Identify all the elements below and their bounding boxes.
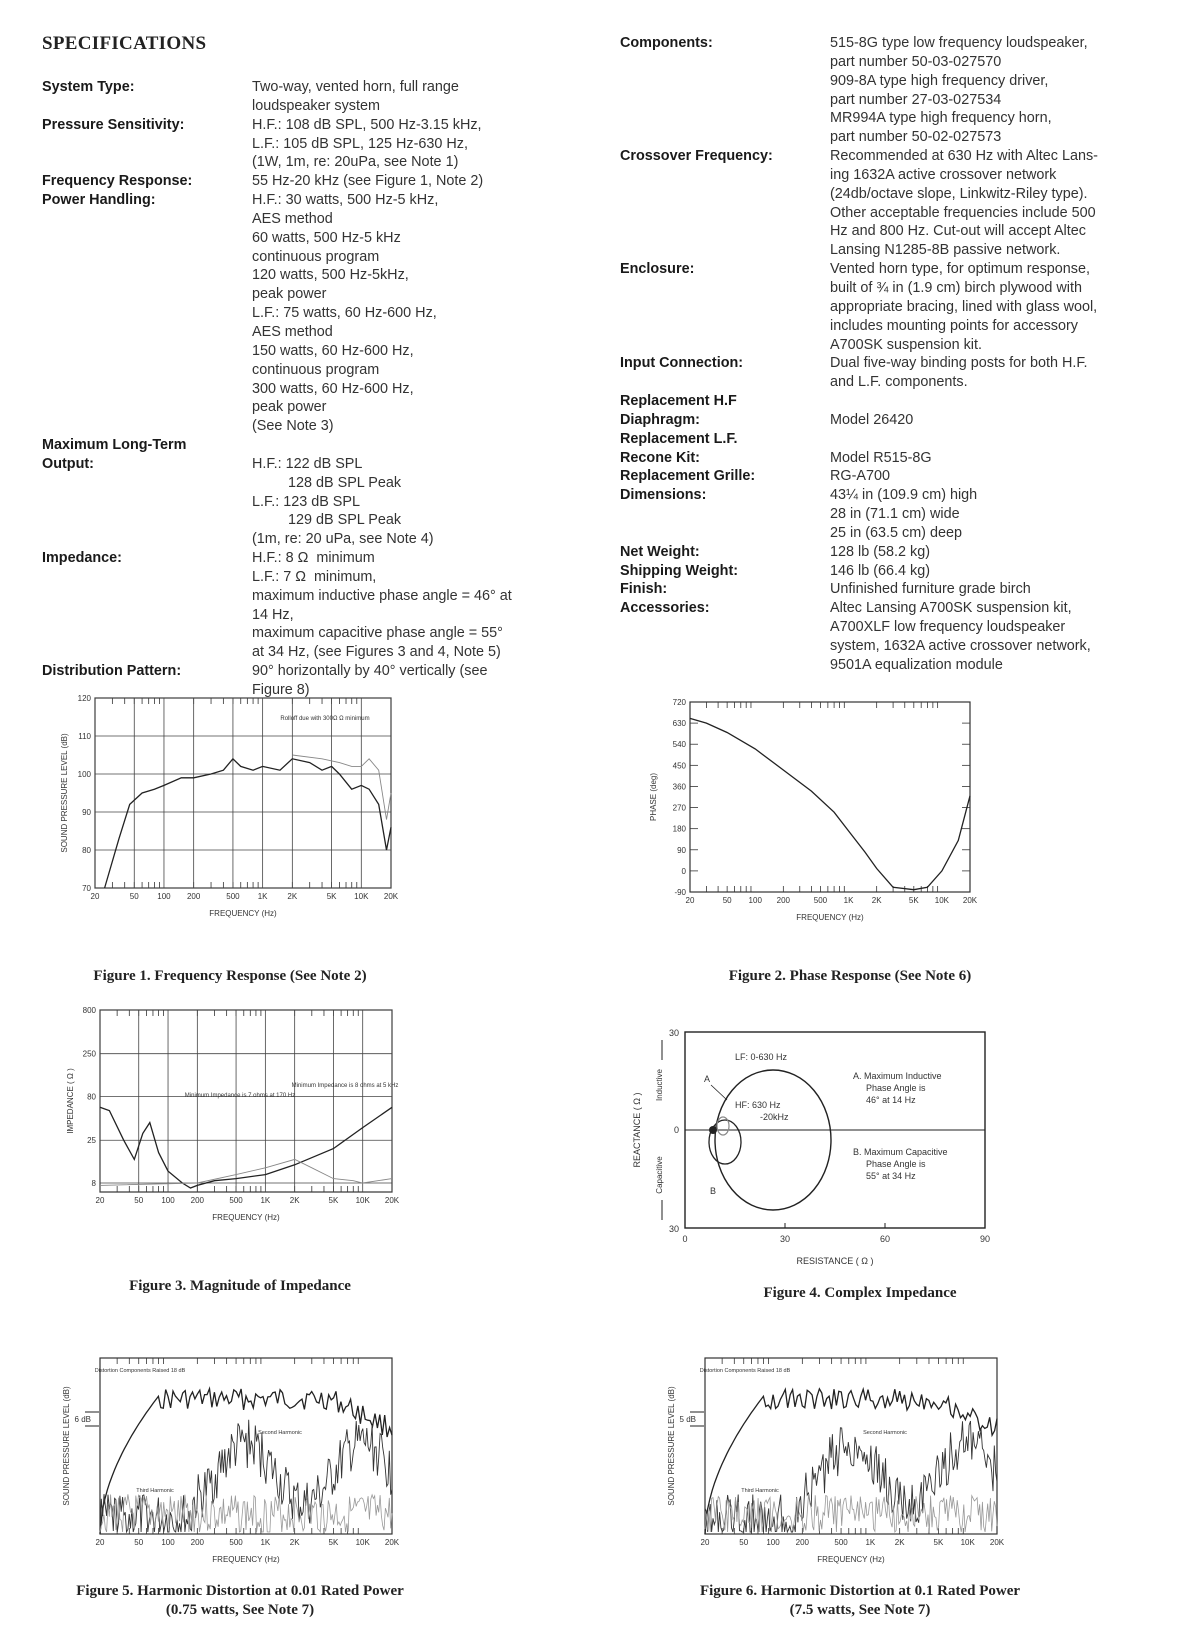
spec-label: Frequency Response: (42, 173, 193, 190)
lf-impedance-loop (715, 1070, 831, 1210)
y-tick-label: 0 (673, 1125, 679, 1135)
spec-value-line: 129 dB SPL Peak (252, 512, 402, 529)
point-b-label: B (709, 1186, 717, 1196)
figure-6-harmonic-distortion (660, 1354, 1020, 1574)
figure-4-caption: Figure 4. Complex Impedance (763, 1285, 957, 1301)
y-axis-label: SOUND PRESSURE LEVEL (dB) (62, 1386, 71, 1506)
x-tick-label: 20 (95, 1196, 105, 1205)
spec-value-line: 90° horizontally by 40° vertically (see (252, 663, 488, 680)
y-tick-label: 360 (672, 782, 686, 792)
x-tick-label: 500 (226, 892, 240, 901)
x-tick-label: 200 (795, 1538, 810, 1547)
spec-value (830, 599, 1180, 674)
spec-label: Pressure Sensitivity: (42, 116, 185, 133)
spec-value-line: and L.F. components. (830, 374, 968, 391)
spec-value (830, 467, 1180, 486)
spec-label: Recone Kit: (620, 449, 700, 466)
spec-label: Finish: (620, 581, 668, 598)
third-harmonic-line (100, 1494, 392, 1532)
x-tick-label: 1K (257, 892, 268, 901)
annotation-text: Second Harmonic (258, 1430, 302, 1436)
x-tick-label: 2K (871, 896, 882, 905)
spec-label: Accessories: (620, 600, 710, 617)
right-spec-row (620, 392, 1180, 411)
spec-value (830, 430, 1180, 449)
spec-value-line: H.F.: 122 dB SPL (252, 455, 363, 472)
spec-value-line: 150 watts, 60 Hz-600 Hz, (252, 342, 414, 359)
hf-range-label: HF: 630 Hz (735, 1100, 781, 1110)
spec-label: Distribution Pattern: (42, 663, 182, 680)
spec-label: Replacement Grille: (620, 468, 756, 485)
y-tick-label: 70 (82, 884, 91, 893)
x-tick-label: 1K (260, 1196, 271, 1205)
x-axis-label: FREQUENCY (Hz) (209, 909, 277, 918)
spec-value-line: loudspeaker system (252, 97, 380, 114)
spec-label: Crossover Frequency: (620, 148, 773, 165)
x-tick-label: 500 (834, 1538, 848, 1547)
note-a-line: 46° at 14 Hz (866, 1095, 916, 1105)
x-tick-label: 50 (134, 1196, 144, 1205)
x-tick-label: 5K (933, 1538, 944, 1547)
spec-value-line: 120 watts, 500 Hz-5kHz, (252, 267, 409, 284)
note-b-line: B. Maximum Capacitive (853, 1147, 948, 1157)
spec-value-line: MR994A type high frequency horn, (830, 110, 1052, 127)
spec-value-line: continuous program (252, 248, 380, 265)
x-tick-label: 100 (157, 892, 171, 901)
annotation-text: Third Harmonic (741, 1488, 779, 1494)
spec-value-line: A700XLF low frequency loudspeaker (830, 619, 1066, 636)
spec-value-line: A700SK suspension kit. (830, 336, 982, 353)
right-spec-row (620, 430, 1180, 449)
x-tick-label: 200 (776, 896, 791, 905)
spec-label: Replacement L.F. (620, 430, 738, 447)
x-tick-label: 30 (779, 1234, 791, 1244)
spec-value-line: maximum inductive phase angle = 46° at (252, 587, 512, 604)
x-tick-label: 20K (384, 1196, 400, 1205)
spec-value-line: L.F.: 123 dB SPL (252, 493, 360, 510)
figure-2-caption: Figure 2. Phase Response (See Note 6) (728, 968, 972, 984)
x-tick-label: 1K (865, 1538, 876, 1547)
figure-5-caption-line-1: Figure 5. Harmonic Distortion at 0.01 Rated Power (76, 1583, 404, 1599)
spec-label: System Type: (42, 79, 135, 95)
x-tick-label: 20 (700, 1538, 710, 1547)
spec-value-line: Altec Lansing A700SK suspension kit, (830, 600, 1072, 617)
spec-value-line: L.F.: 7 Ω minimum, (252, 568, 377, 585)
spec-value-line: maximum capacitive phase angle = 55° (252, 625, 503, 642)
x-tick-label: 5K (326, 892, 337, 901)
figure-5-caption (40, 1582, 440, 1620)
spec-label: Components: (620, 35, 713, 51)
left-spec-row (42, 455, 602, 549)
right-spec-row (620, 580, 1180, 599)
annotation-text: Rolloff due with 300Ω Ω minimum (280, 716, 370, 722)
spec-value-line: (See Note 3) (252, 418, 334, 435)
spec-value-line: Lansing N1285-8B passive network. (830, 242, 1061, 259)
y-axis-label-inductive: Inductive (655, 1068, 664, 1102)
spec-label: Impedance: (42, 550, 122, 567)
x-tick-label: 10K (934, 896, 950, 905)
spec-label: Net Weight: (620, 543, 700, 560)
annotation-text: Minimum Impedance is 7 ohms at 170 Hz (184, 1093, 296, 1099)
spec-value-line: 25 in (63.5 cm) deep (830, 524, 962, 541)
x-axis-label: FREQUENCY (Hz) (212, 1555, 280, 1564)
spec-value-line: Hz and 800 Hz. Cut-out will accept Altec (830, 223, 1086, 240)
x-tick-label: 20 (90, 892, 100, 901)
y-tick-label: 30 (668, 1028, 679, 1038)
y-tick-label: 80 (87, 1092, 96, 1102)
spec-value-line: built of ¾ in (1.9 cm) birch plywood with (830, 279, 1082, 296)
spec-value-line: 128 lb (58.2 kg) (830, 543, 930, 560)
spec-value-line: AES method (252, 210, 333, 227)
x-tick-label: 20K (383, 892, 399, 901)
x-tick-label: 20K (962, 896, 978, 905)
spec-value-line: peak power (252, 286, 327, 303)
spec-value (830, 147, 1180, 260)
spec-label: Power Handling: (42, 192, 156, 209)
left-spec-list (42, 78, 602, 700)
y-tick-label: 800 (82, 1006, 96, 1015)
figure-5-harmonic-distortion (55, 1354, 415, 1574)
x-tick-label: 10K (960, 1538, 975, 1547)
spec-value-line (830, 430, 1180, 449)
x-axis-label: FREQUENCY (Hz) (817, 1555, 885, 1564)
scale-marker-label: 6 dB (74, 1415, 91, 1424)
spec-value-line: AES method (252, 323, 333, 340)
x-tick-label: 5K (328, 1196, 339, 1205)
x-tick-label: 100 (161, 1538, 175, 1547)
spec-value-line: Two-way, vented horn, full range (252, 79, 459, 95)
spec-value-line: 9501A equalization module (830, 656, 1003, 673)
x-tick-label: 60 (879, 1234, 891, 1244)
spec-value-line: Dual five-way binding posts for both H.F. (830, 355, 1088, 372)
x-tick-label: 50 (129, 892, 139, 901)
spec-value-line: part number 27-03-027534 (830, 91, 1002, 108)
x-tick-label: 20 (95, 1538, 105, 1547)
x-tick-label: 500 (229, 1196, 243, 1205)
y-tick-label: 80 (82, 846, 91, 855)
y-tick-label: 110 (78, 732, 91, 741)
y-tick-label: 8 (91, 1179, 96, 1189)
spec-value (252, 116, 602, 173)
series-line (292, 755, 391, 820)
x-tick-label: 20K (384, 1538, 400, 1547)
y-tick-label: 25 (87, 1136, 96, 1146)
y-tick-label: 90 (82, 808, 91, 817)
spec-value (830, 449, 1180, 468)
x-tick-label: 20 (685, 896, 695, 905)
series-line (690, 718, 970, 889)
y-tick-label: 270 (672, 803, 686, 813)
x-tick-label: 10K (354, 892, 369, 901)
plot-frame (100, 1010, 392, 1192)
second-harmonic-line (705, 1421, 997, 1532)
spec-value (252, 455, 602, 549)
left-spec-row (42, 78, 602, 116)
left-spec-row (42, 549, 602, 662)
spec-value-line: Model 26420 (830, 411, 914, 428)
y-tick-label: 90 (677, 845, 686, 855)
spec-value (830, 354, 1180, 392)
figure-3-impedance-magnitude (55, 1002, 415, 1272)
spec-label: Enclosure: (620, 261, 695, 278)
spec-value (830, 543, 1180, 562)
x-tick-label: 5K (328, 1538, 339, 1547)
spec-value (252, 78, 602, 116)
x-tick-label: 10K (355, 1196, 370, 1205)
x-tick-label: 200 (190, 1538, 205, 1547)
y-axis-label: REACTANCE ( Ω ) (632, 1092, 642, 1168)
page-title: SPECIFICATIONS (42, 33, 207, 54)
y-tick-label: 100 (77, 770, 91, 779)
x-tick-label: 1K (843, 896, 854, 905)
spec-value-line: system, 1632A active crossover network, (830, 638, 1091, 654)
left-spec-row (42, 436, 602, 455)
spec-value (830, 260, 1180, 354)
right-spec-row (620, 562, 1180, 581)
x-tick-label: 100 (766, 1538, 780, 1547)
y-tick-label: 120 (77, 694, 91, 703)
spec-value-line: L.F.: 75 watts, 60 Hz-600 Hz, (252, 305, 437, 322)
right-spec-row (620, 543, 1180, 562)
spec-value-line: includes mounting points for accessory (830, 317, 1078, 334)
figure-6-caption-line-2: (7.5 watts, See Note 7) (789, 1602, 931, 1618)
spec-value-line: 28 in (71.1 cm) wide (830, 506, 960, 523)
annotation-text: Distortion Components Raised 18 dB (699, 1368, 791, 1374)
x-axis-label: RESISTANCE ( Ω ) (796, 1256, 874, 1266)
hf-range-label: -20kHz (760, 1112, 789, 1122)
spec-value-line: 14 Hz, (252, 606, 294, 623)
lf-range-label: LF: 0-630 Hz (735, 1052, 788, 1062)
y-tick-label: 540 (672, 740, 686, 750)
x-tick-label: 50 (739, 1538, 749, 1547)
spec-value-line: part number 50-03-027570 (830, 53, 1002, 70)
spec-label: Maximum Long-Term (42, 437, 187, 454)
x-tick-label: 1K (260, 1538, 271, 1547)
spec-value (252, 549, 602, 662)
y-axis-label: PHASE (deg) (649, 772, 658, 822)
annotation-text: Second Harmonic (863, 1430, 907, 1436)
x-tick-label: 2K (289, 1538, 300, 1547)
figure-1-frequency-response (55, 690, 415, 935)
right-spec-row (620, 467, 1180, 486)
third-harmonic-line (705, 1494, 997, 1532)
spec-value-line: H.F.: 8 Ω minimum (252, 550, 375, 567)
spec-value-line: part number 50-02-027573 (830, 129, 1002, 146)
spec-value (830, 486, 1180, 543)
series-line (100, 1107, 392, 1188)
figure-4-complex-impedance (632, 1020, 1040, 1280)
plot-frame (690, 702, 970, 892)
x-tick-label: 5K (908, 896, 919, 905)
annotation-text: Third Harmonic (136, 1488, 174, 1494)
figure-3-caption: Figure 3. Magnitude of Impedance (129, 1278, 351, 1294)
right-spec-row (620, 34, 1180, 147)
spec-value-line: (1W, 1m, re: 20uPa, see Note 1) (252, 154, 459, 171)
x-tick-label: 100 (161, 1196, 175, 1205)
y-axis-label-capacitive: Capacitive (655, 1156, 664, 1194)
spec-value-line: Model R515-8G (830, 449, 932, 466)
spec-value-line: L.F.: 105 dB SPL, 125 Hz-630 Hz, (252, 135, 468, 152)
fundamental-line (100, 1389, 392, 1534)
spec-value-line (252, 436, 602, 455)
spec-label: Diaphragm: (620, 411, 700, 428)
note-b-line: Phase Angle is (866, 1159, 926, 1169)
spec-value-line: Recommended at 630 Hz with Altec Lans- (830, 148, 1098, 165)
right-spec-row (620, 449, 1180, 468)
x-tick-label: 200 (190, 1196, 205, 1205)
x-axis-label: FREQUENCY (Hz) (796, 913, 864, 922)
second-harmonic-line (100, 1420, 392, 1532)
x-tick-label: 90 (979, 1234, 991, 1244)
spec-value-line: 146 lb (66.4 kg) (830, 562, 930, 579)
y-tick-label: -90 (674, 888, 686, 897)
spec-value-line: Vented horn type, for optimum response, (830, 261, 1090, 278)
spec-value-line: 300 watts, 60 Hz-600 Hz, (252, 380, 414, 397)
spec-value (830, 562, 1180, 581)
spec-label: Shipping Weight: (620, 562, 739, 579)
spec-label: Output: (42, 455, 94, 472)
spec-label: Dimensions: (620, 487, 707, 504)
annotation-text: Minimum Impedance is 8 ohms at 5 kHz (291, 1083, 399, 1089)
spec-value-line: peak power (252, 399, 327, 416)
spec-value (830, 411, 1180, 430)
y-tick-label: 250 (82, 1049, 96, 1059)
spec-value-line: (24db/octave slope, Linkwitz-Riley type). (830, 185, 1088, 202)
y-axis-label: IMPEDANCE ( Ω ) (66, 1068, 75, 1134)
figure-6-caption-line-1: Figure 6. Harmonic Distortion at 0.1 Rated Power (699, 1583, 1021, 1599)
spec-value-line: H.F.: 30 watts, 500 Hz-5 kHz, (252, 192, 439, 209)
right-spec-row (620, 354, 1180, 392)
plot-frame (95, 698, 391, 888)
spec-value-line: RG-A700 (830, 468, 890, 485)
figure-1-caption: Figure 1. Frequency Response (See Note 2) (93, 968, 367, 984)
spec-value-line: Other acceptable frequencies include 500 (830, 204, 1096, 221)
spec-value (252, 172, 602, 191)
right-spec-row (620, 486, 1180, 543)
y-tick-label: 630 (672, 719, 686, 729)
left-spec-row (42, 191, 602, 436)
scale-marker-label: 5 dB (679, 1415, 696, 1424)
annotation-text: Distortion Components Raised 18 dB (94, 1368, 186, 1374)
spec-value (252, 191, 602, 436)
spec-value-line (830, 392, 1180, 411)
series-line (105, 759, 391, 888)
spec-value-line: Figure 8) (252, 682, 310, 698)
spec-value (830, 392, 1180, 411)
right-spec-row (620, 260, 1180, 354)
spec-value-line: Unfinished furniture grade birch (830, 581, 1031, 598)
spec-value-line: 55 Hz-20 kHz (see Figure 1, Note 2) (252, 173, 484, 190)
x-tick-label: 20K (989, 1538, 1005, 1547)
spec-label: Input Connection: (620, 355, 744, 372)
series-line (100, 1159, 392, 1185)
y-tick-label: 30 (668, 1224, 679, 1234)
origin-cluster (709, 1126, 717, 1134)
note-a-line: Phase Angle is (866, 1083, 926, 1093)
right-spec-row (620, 411, 1180, 430)
spec-value-line: 909-8A type high frequency driver, (830, 72, 1049, 89)
spec-value (252, 436, 602, 455)
point-a-label: A (703, 1074, 711, 1084)
right-spec-list (620, 34, 1180, 675)
y-axis-label: SOUND PRESSURE LEVEL (dB) (667, 1386, 676, 1506)
x-tick-label: 10K (355, 1538, 370, 1547)
spec-value-line: 43¼ in (109.9 cm) high (830, 487, 978, 504)
x-tick-label: 500 (229, 1538, 243, 1547)
y-tick-label: 180 (672, 824, 686, 834)
x-tick-label: 200 (186, 892, 201, 901)
spec-value-line: 515-8G type low frequency loudspeaker, (830, 35, 1088, 51)
x-tick-label: 100 (748, 896, 762, 905)
figure-6-caption (660, 1582, 1060, 1620)
x-tick-label: 2K (287, 892, 298, 901)
spec-value-line: continuous program (252, 361, 380, 378)
y-tick-label: 450 (672, 761, 686, 771)
x-tick-label: 2K (289, 1196, 300, 1205)
left-spec-row (42, 172, 602, 191)
spec-value (830, 580, 1180, 599)
plot-frame (100, 1358, 392, 1534)
spec-value-line: H.F.: 108 dB SPL, 500 Hz-3.15 kHz, (252, 116, 482, 133)
left-spec-row (42, 116, 602, 173)
right-spec-row (620, 599, 1180, 674)
x-tick-label: 2K (894, 1538, 905, 1547)
x-tick-label: 50 (722, 896, 732, 905)
spec-value-line: (1m, re: 20 uPa, see Note 4) (252, 531, 434, 548)
x-tick-label: 50 (134, 1538, 144, 1547)
spec-value-line: ing 1632A active crossover network (830, 166, 1057, 183)
y-axis-label: SOUND PRESSURE LEVEL (dB) (60, 733, 69, 853)
spec-label: Replacement H.F (620, 393, 737, 410)
point-a-leader (711, 1085, 727, 1100)
spec-value-line: appropriate bracing, lined with glass wool, (830, 298, 1098, 315)
spec-value-line: at 34 Hz, (see Figures 3 and 4, Note 5) (252, 644, 501, 661)
figure-2-phase-response (640, 694, 1020, 939)
x-tick-label: 0 (682, 1234, 688, 1244)
spec-value-line: 60 watts, 500 Hz-5 kHz (252, 229, 401, 246)
y-tick-label: 0 (681, 866, 686, 876)
y-tick-label: 720 (672, 698, 686, 707)
spec-value-line: 128 dB SPL Peak (252, 474, 402, 491)
note-b-line: 55° at 34 Hz (866, 1171, 916, 1181)
right-spec-row (620, 147, 1180, 260)
x-tick-label: 500 (813, 896, 828, 905)
spec-value (830, 34, 1180, 147)
figure-5-caption-line-2: (0.75 watts, See Note 7) (165, 1602, 315, 1618)
x-axis-label: FREQUENCY (Hz) (212, 1213, 280, 1222)
note-a-line: A. Maximum Inductive (853, 1071, 942, 1081)
